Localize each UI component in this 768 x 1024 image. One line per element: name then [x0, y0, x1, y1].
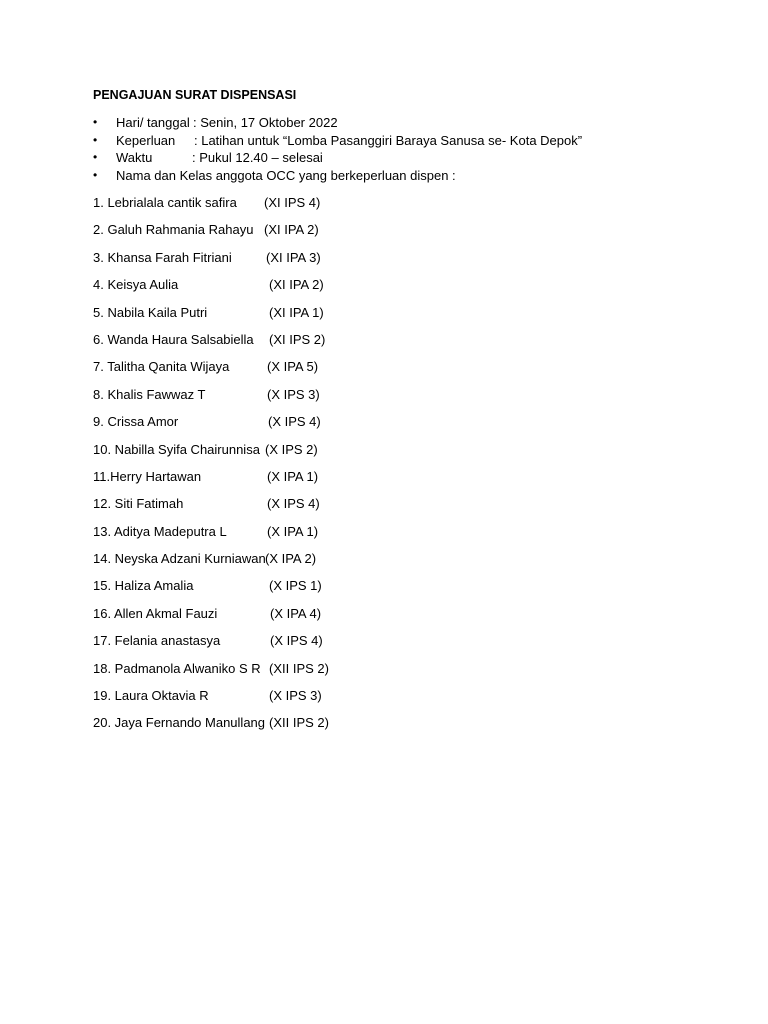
member-class: (X IPS 3) — [269, 688, 322, 704]
member-name: 6. Wanda Haura Salsabiella — [93, 331, 254, 347]
member-class: (X IPA 1) — [267, 468, 319, 484]
member-name: 1. Lebrialala cantik safira — [93, 195, 237, 210]
member-class: (X IPA 2) — [265, 551, 317, 567]
member-class: (X IPA 1) — [267, 523, 319, 539]
bullet-icon: • — [93, 167, 98, 182]
member-name: 5. Nabila Kaila Putri — [93, 304, 208, 320]
member-name: 9. Crissa Amor — [93, 414, 179, 430]
member-name: 14. Neyska Adzani Kurniawan — [93, 551, 266, 567]
member-class: (X IPA 4) — [270, 605, 322, 621]
member-name: 18. Padmanola Alwaniko S R — [93, 660, 261, 676]
member-class: (X IPS 1) — [269, 578, 322, 594]
member-class: (X IPS 3) — [267, 386, 320, 402]
member-name: 17. Felania anastasya — [93, 633, 221, 649]
member-class: (XI IPA 2) — [264, 222, 319, 238]
member-name: 3. Khansa Farah Fitriani — [93, 249, 232, 265]
member-class: (X IPS 4) — [268, 414, 321, 430]
bullet-label: Waktu — [116, 150, 153, 165]
member-name: 10. Nabilla Syifa Chairunnisa — [93, 441, 260, 457]
member-class: (XI IPA 1) — [269, 304, 324, 320]
member-name: 11.Herry Hartawan — [93, 468, 202, 484]
member-class: (X IPS 4) — [267, 496, 320, 512]
member-class: (XI IPS 2) — [269, 331, 326, 347]
member-class: (XII IPS 2) — [269, 660, 329, 676]
member-class: (XI IPS 4) — [264, 195, 321, 210]
bullet-value: : Senin, 17 Oktober 2022 — [193, 115, 338, 130]
bullet-value: : Pukul 12.40 – selesai — [192, 150, 323, 165]
member-class: (XI IPA 2) — [269, 277, 324, 293]
member-class: (XII IPS 2) — [269, 715, 329, 731]
member-name: 7. Talitha Qanita Wijaya — [93, 359, 230, 375]
member-name: 15. Haliza Amalia — [93, 578, 194, 594]
member-name: 8. Khalis Fawwaz T — [93, 386, 206, 402]
bullet-label: Nama dan Kelas anggota OCC yang berkeperluan dispen : — [116, 167, 456, 183]
member-class: (X IPA 5) — [267, 359, 319, 375]
bullet-icon: • — [93, 115, 98, 129]
member-name: 20. Jaya Fernando Manullang — [93, 715, 266, 731]
member-class: (X IPS 2) — [265, 441, 318, 457]
member-class: (XI IPA 3) — [266, 249, 321, 265]
bullet-icon: • — [93, 150, 98, 164]
member-name: 19. Laura Oktavia R — [93, 688, 209, 704]
member-name: 13. Aditya Madeputra L — [93, 523, 227, 539]
member-name: 16. Allen Akmal Fauzi — [93, 605, 218, 621]
member-class: (X IPS 4) — [270, 633, 323, 649]
bullet-label: Hari/ tanggal — [116, 115, 190, 130]
bullet-label: Keperluan — [116, 132, 176, 148]
bullet-icon: • — [93, 132, 98, 147]
member-name: 2. Galuh Rahmania Rahayu — [93, 222, 254, 238]
member-name: 4. Keisya Aulia — [93, 277, 179, 293]
document-title: PENGAJUAN SURAT DISPENSASI — [93, 88, 297, 102]
bullet-value: : Latihan untuk “Lomba Pasanggiri Baraya Sanusa se- Kota Depok” — [194, 132, 583, 148]
member-name: 12. Siti Fatimah — [93, 496, 184, 512]
